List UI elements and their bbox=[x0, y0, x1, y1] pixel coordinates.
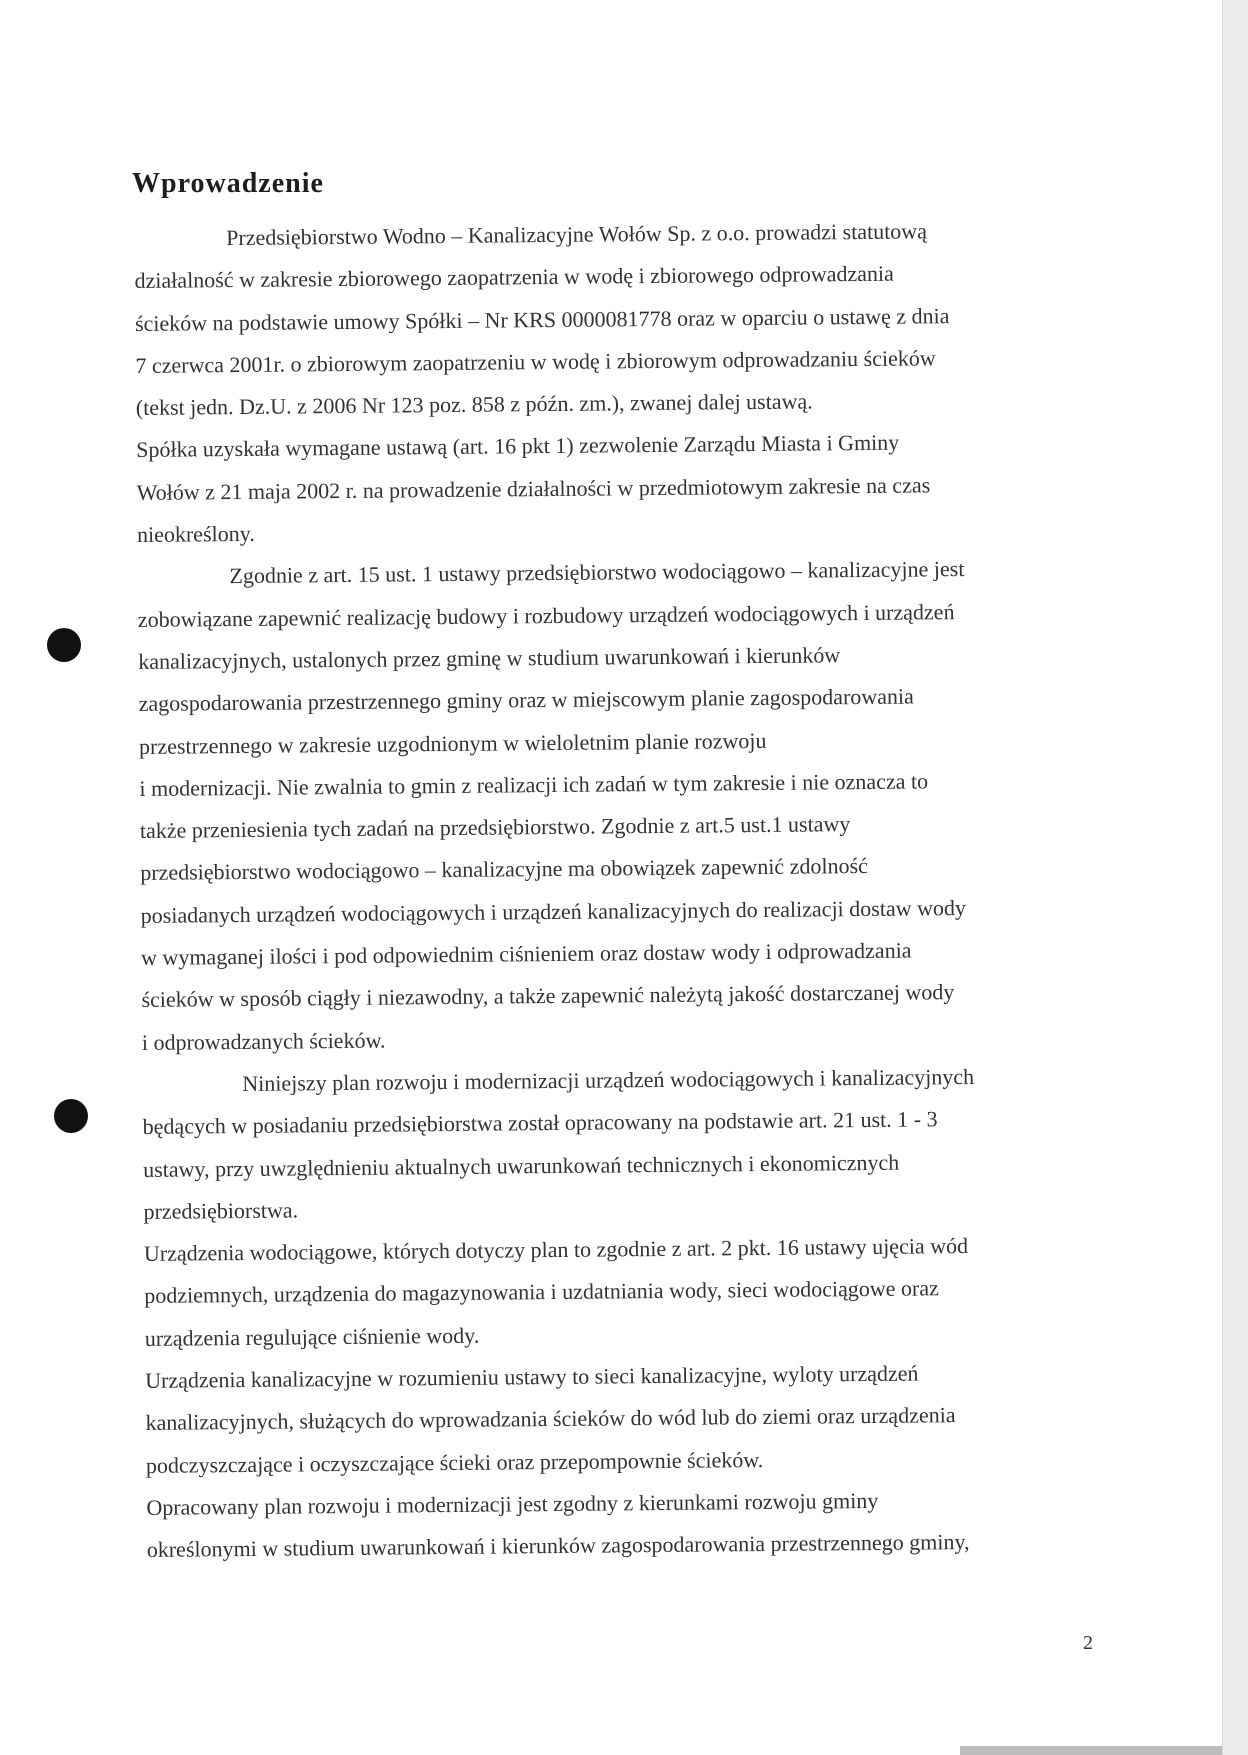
text-line: 7 czerwca 2001r. o zbiorowym zaopatrzeniu w wodę i zbiorowym odprowadzaniu ścieków bbox=[135, 345, 936, 378]
text-line: zobowiązane zapewnić realizację budowy i rozbudowy urządzeń wodociągowych i urządzeń bbox=[137, 598, 955, 632]
text-line: przedsiębiorstwa. bbox=[143, 1197, 299, 1224]
text-line: Spółka uzyskała wymagane ustawą (art. 16 pkt 1) zezwolenie Zarządu Miasta i Gminy bbox=[136, 430, 900, 463]
text-line: kanalizacyjnych, służących do wprowadzania ścieków do wód lub do ziemi oraz urządzenia bbox=[145, 1402, 956, 1436]
text-line: Wołów z 21 maja 2002 r. na prowadzenie działalności w przedmiotowym zakresie na czas bbox=[136, 472, 931, 505]
text-line: posiadanych urządzeń wodociągowych i urządzeń kanalizacyjnych do realizacji dostaw wody bbox=[140, 894, 967, 928]
text-line: przedsiębiorstwo wodociągowo – kanalizacyjne ma obowiązek zapewnić zdolność bbox=[140, 853, 868, 886]
text-line: Urządzenia wodociągowe, których dotyczy plan to zgodnie z art. 2 pkt. 16 ustawy ujęcia wód bbox=[143, 1233, 969, 1267]
text-line: i modernizacji. Nie zwalnia to gmin z realizacji ich zadań w tym zakresie i nie oznacza to bbox=[139, 768, 929, 801]
text-line: urządzenia regulujące ciśnienie wody. bbox=[144, 1322, 480, 1351]
scan-smudge bbox=[960, 1746, 1222, 1755]
text-line: Opracowany plan rozwoju i modernizacji jest zgodny z kierunkami rozwoju gminy bbox=[146, 1487, 879, 1520]
punch-hole-bottom bbox=[54, 1099, 88, 1133]
text-line: Zgodnie z art. 15 ust. 1 ustawy przedsiębiorstwo wodociągowo – kanalizacyjne jest bbox=[229, 556, 965, 589]
text-line: zagospodarowania przestrzennego gminy oraz w miejscowym planie zagospodarowania bbox=[138, 683, 914, 717]
text-line: Niniejszy plan rozwoju i modernizacji urządzeń wodociągowych i kanalizacyjnych bbox=[242, 1063, 975, 1096]
text-line: podziemnych, urządzenia do magazynowania i uzdatniania wody, sieci wodociągowe oraz bbox=[144, 1275, 939, 1309]
text-line: ścieków w sposób ciągły i niezawodny, a także zapewnić należytą jakość dostarczanej wody bbox=[141, 979, 955, 1013]
text-line: także przeniesienia tych zadań na przedsiębiorstwo. Zgodnie z art.5 ust.1 ustawy bbox=[139, 811, 851, 844]
text-line: nieokreślony. bbox=[136, 520, 255, 548]
page-number: 2 bbox=[1083, 1632, 1093, 1654]
text-line: (tekst jedn. Dz.U. z 2006 Nr 123 poz. 858 z późn. zm.), zwanej dalej ustawą. bbox=[135, 388, 813, 421]
text-line: określonymi w studium uwarunkowań i kierunków zagospodarowania przestrzennego gminy, bbox=[146, 1529, 970, 1563]
body-text bbox=[134, 209, 1107, 1572]
text-line: kanalizacyjnych, ustalonych przez gminę w studium uwarunkowań i kierunków bbox=[138, 642, 841, 674]
text-line: i odprowadzanych ścieków. bbox=[141, 1027, 386, 1055]
text-line: działalność w zakresie zbiorowego zaopatrzenia w wodę i zbiorowego odprowadzania bbox=[134, 261, 894, 294]
punch-hole-top bbox=[47, 628, 81, 662]
text-line: ścieków na podstawie umowy Spółki – Nr KRS 0000081778 oraz w oparciu o ustawę z dnia bbox=[134, 302, 950, 336]
text-line: w wymaganej ilości i pod odpowiednim ciśnieniem oraz dostaw wody i odprowadzania bbox=[140, 937, 912, 971]
scan-edge bbox=[1222, 0, 1248, 1755]
page-heading: Wprowadzenie bbox=[132, 168, 324, 199]
text-line: ustawy, przy uwzględnieniu aktualnych uwarunkowań technicznych i ekonomicznych bbox=[143, 1149, 900, 1182]
text-line: będących w posiadaniu przedsiębiorstwa został opracowany na podstawie art. 21 ust. 1 - 3 bbox=[142, 1106, 938, 1140]
text-line: podczyszczające i oczyszczające ścieki oraz przepompownie ścieków. bbox=[145, 1446, 764, 1478]
text-line: Urządzenia kanalizacyjne w rozumieniu ustawy to sieci kanalizacyjne, wyloty urządzeń bbox=[145, 1360, 919, 1393]
text-line: przestrzennego w zakresie uzgodnionym w wieloletnim planie rozwoju bbox=[138, 727, 767, 759]
text-line: Przedsiębiorstwo Wodno – Kanalizacyjne Wołów Sp. z o.o. prowadzi statutową bbox=[226, 218, 928, 251]
